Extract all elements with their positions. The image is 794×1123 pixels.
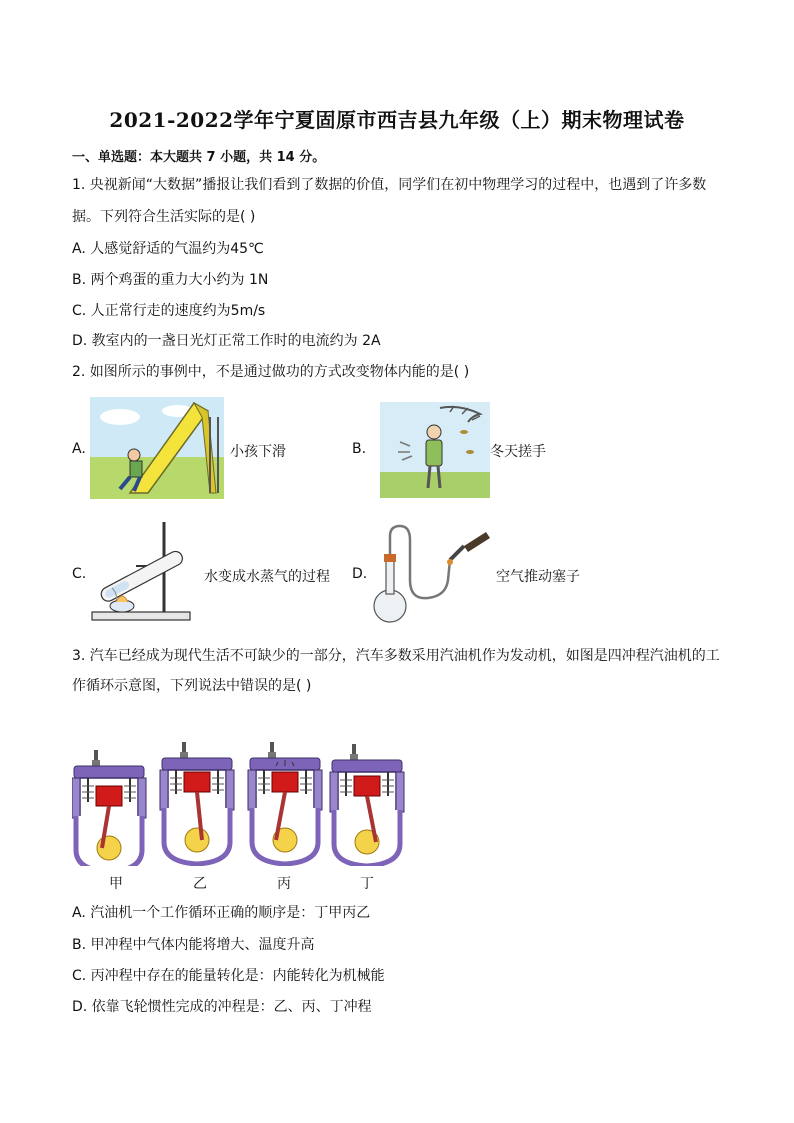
q2-letter-b: B. [352, 441, 367, 457]
q2-caption-c: 水变成水蒸气的过程 [204, 569, 330, 585]
q1-stem-line2: 据。下列符合生活实际的是( ) [72, 209, 256, 225]
q3-stem-line1: 3. 汽车已经成为现代生活不可缺少的一部分，汽车多数采用汽油机作为发动机，如图是四冲程汽油机的工 [72, 648, 720, 664]
q1-option-d: D. 教室内的一盏日光灯正常工作时的电流约为 2A [72, 333, 381, 349]
q3-option-d: D. 依靠飞轮惯性完成的冲程是：乙、丙、丁冲程 [72, 999, 372, 1015]
q2-letter-d: D. [352, 566, 368, 582]
q1-option-c: C. 人正常行走的速度约为5m/s [72, 303, 266, 319]
q3-option-b: B. 甲冲程中气体内能将增大、温度升高 [72, 937, 315, 953]
engine-label-yi: 乙 [193, 876, 207, 892]
q2-letter-a: A. [72, 441, 86, 457]
q3-stem-line2: 作循环示意图，下列说法中错误的是( ) [72, 678, 312, 694]
q2-caption-a: 小孩下滑 [230, 444, 286, 460]
rubbing-hands-illustration [380, 402, 490, 498]
engine-label-ding: 丁 [360, 876, 374, 892]
q2-stem: 2. 如图所示的事例中，不是通过做功的方式改变物体内能的是( ) [72, 364, 470, 380]
four-stroke-engine-diagram [72, 742, 412, 866]
page-title: 2021-2022学年宁夏固原市西吉县九年级（上）期末物理试卷 [109, 108, 685, 132]
q3-option-c: C. 丙冲程中存在的能量转化是：内能转化为机械能 [72, 968, 385, 984]
q2-caption-d: 空气推动塞子 [496, 569, 580, 585]
engine-label-bing: 丙 [277, 876, 291, 892]
section-heading: 一、单选题：本大题共 7 小题，共 14 分。 [72, 150, 326, 165]
flask-stopper-illustration [368, 520, 492, 624]
q1-option-a: A. 人感觉舒适的气温约为45℃ [72, 241, 264, 257]
engine-label-jia: 甲 [109, 876, 123, 892]
test-tube-heating-illustration [86, 518, 196, 624]
q1-option-b: B. 两个鸡蛋的重力大小约为 1N [72, 272, 269, 288]
q2-caption-b: 冬天搓手 [490, 444, 546, 460]
q2-letter-c: C. [72, 566, 87, 582]
q3-option-a: A. 汽油机一个工作循环正确的顺序是：丁甲丙乙 [72, 905, 371, 921]
slide-illustration [90, 397, 224, 499]
q1-stem-line1: 1. 央视新闻“大数据”播报让我们看到了数据的价值，同学们在初中物理学习的过程中，也遇到了许多数 [72, 177, 707, 193]
